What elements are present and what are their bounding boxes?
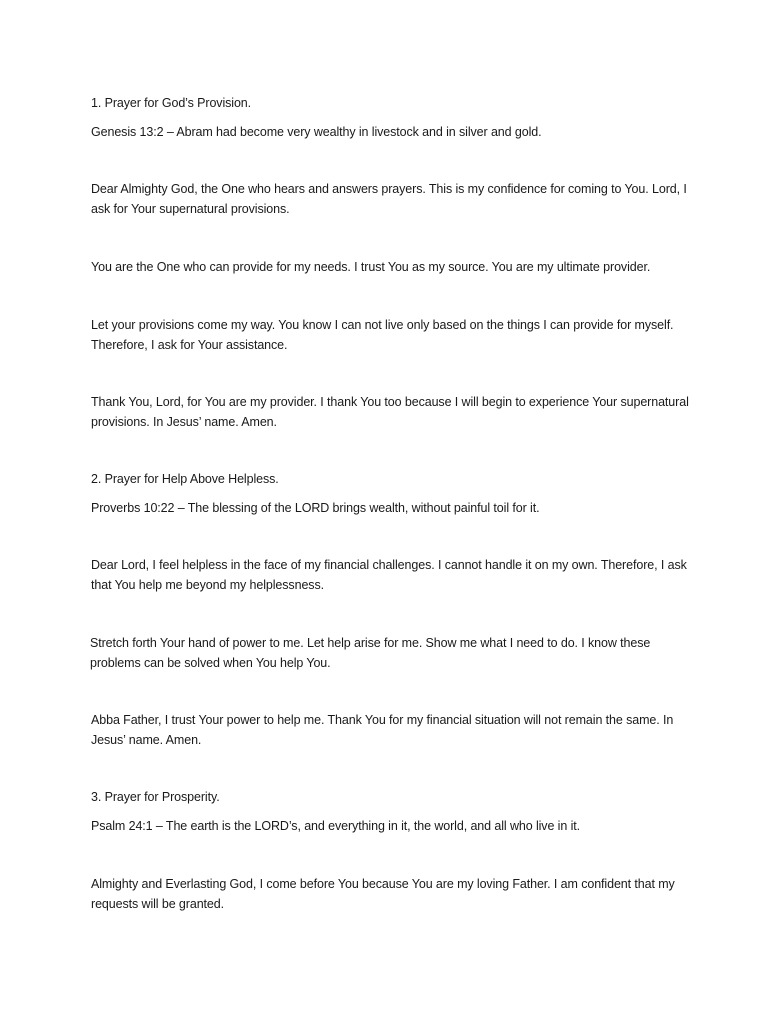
section-2-paragraph-1: Dear Lord, I feel helpless in the face of my financial challenges. I cannot handle it on my own. Therefore, I ask that You help me beyond my helplessness. [91, 558, 687, 592]
section-3-paragraph-1: Almighty and Everlasting God, I come before You because You are my loving Father. I am confident that my requests will be granted. [91, 877, 675, 911]
section-1-heading: 1. Prayer for God’s Provision. [91, 96, 252, 110]
section-3-heading: 3. Prayer for Prosperity. [91, 790, 220, 804]
section-2-verse: Proverbs 10:22 – The blessing of the LORD brings wealth, without painful toil for it. [91, 501, 540, 515]
section-2-paragraph-2: Stretch forth Your hand of power to me. Let help arise for me. Show me what I need to do. I know these problems can be solved when You help You. [90, 636, 651, 670]
section-1-paragraph-1: Dear Almighty God, the One who hears and answers prayers. This is my confidence for coming to You. Lord, I ask for Your supernatural provisions. [91, 182, 687, 216]
section-1-paragraph-3: Let your provisions come my way. You know I can not live only based on the things I can provide for myself. Therefore, I ask for Your assistance. [91, 318, 674, 352]
section-1-verse: Genesis 13:2 – Abram had become very wealthy in livestock and in silver and gold. [91, 125, 542, 139]
section-2-heading: 2. Prayer for Help Above Helpless. [91, 472, 279, 486]
section-1-paragraph-4: Thank You, Lord, for You are my provider. I thank You too because I will begin to experience Your supernatural provisions. In Jesus’ name. Amen. [91, 395, 689, 429]
section-1-paragraph-2: You are the One who can provide for my needs. I trust You as my source. You are my ultimate provider. [91, 260, 651, 274]
section-2-paragraph-3: Abba Father, I trust Your power to help me. Thank You for my financial situation will not remain the same. In Jesus’ name. Amen. [91, 713, 674, 747]
section-3-verse: Psalm 24:1 – The earth is the LORD’s, and everything in it, the world, and all who live in it. [91, 819, 581, 833]
